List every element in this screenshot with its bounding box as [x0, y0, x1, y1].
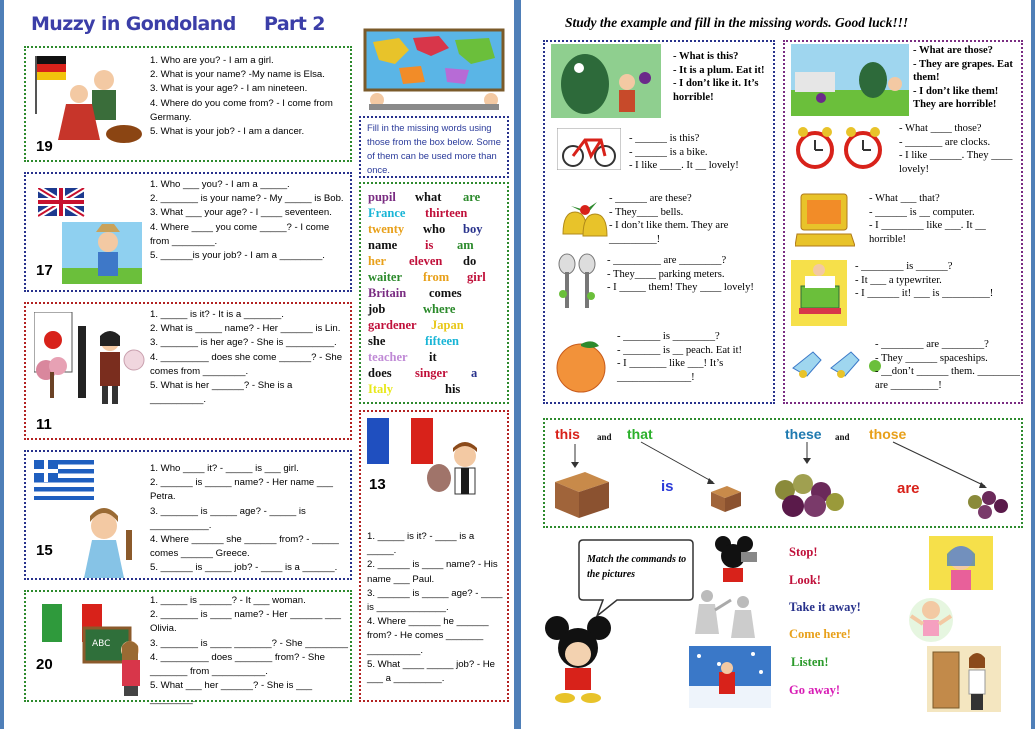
word-france: France — [368, 206, 406, 220]
word-a: a — [471, 366, 478, 380]
word-pupil: pupil — [368, 190, 396, 204]
card-number: 17 — [36, 262, 53, 279]
greek-girl-picture — [34, 460, 144, 578]
exercise-clocks-text: - What ____ those? - _______ are clocks. - I like ______. They ____ lovely! — [899, 123, 1013, 175]
parking-meters-picture — [555, 252, 599, 310]
card-number: 20 — [36, 656, 53, 673]
example-text: - What is this? - It is a plum. Eat it! - I don’t like it. It’s horrible! — [673, 51, 765, 103]
left-page — [4, 0, 514, 729]
word-are: are — [463, 190, 481, 204]
word-she: she — [368, 334, 386, 348]
word-girl: girl — [467, 270, 486, 284]
word-gardener: gardener — [368, 318, 417, 332]
card-text: 1. Who ___ you? - I am a _____. 2. _______ is your name? - My _____ is Bob. 3. What ___ your age? - I ____ seventeen. 4. Where ____ you come _____? - I come from ________. 5. ______is your job? - I am a ________. — [150, 179, 344, 262]
card-text: 1. Who are you? - I am a girl. 2. What is your name? -My name is Elsa. 3. What is your age? - I am nineteen. 4. Where do you come from? - I come from Germany. 5. What is your job? - I am a dancer. — [150, 55, 333, 138]
world-map-picture — [359, 24, 509, 112]
exercise-heading: Study the example and fill in the missing words. Good luck!!! — [565, 15, 909, 30]
word-comes: comes — [429, 286, 462, 300]
card-number: 13 — [369, 476, 386, 493]
typewriter-picture — [791, 260, 847, 326]
instructions-box — [359, 116, 509, 178]
word-japan: Japan — [431, 318, 464, 332]
that-those-exercise-box — [783, 40, 1023, 404]
label-and-2: and — [835, 432, 850, 442]
listening-girl-picture — [929, 536, 993, 590]
bike-picture — [557, 128, 621, 170]
bells-picture — [557, 194, 611, 246]
right-page — [521, 0, 1031, 729]
word-boy: boy — [463, 222, 483, 236]
label-those: those — [869, 426, 907, 442]
instructions-text: Fill in the missing words using those from the box below. Some of them can be used more than once. — [367, 122, 501, 175]
card-text: 1. _____ is it? - It is a _______. 2. What is _____ name? - Her ______ is Lin. 3. _______ is her age? - She is _________. 4. _________ does she come ______? - She comes from ________. 5. What is her ______? - She is a __________. — [150, 309, 343, 406]
word-twenty: twenty — [368, 222, 405, 236]
grey-figures-picture — [691, 588, 761, 640]
word-box — [359, 182, 509, 404]
command-go-away: Go away! — [789, 683, 841, 697]
command-come-here: Come here! — [789, 627, 851, 641]
word-eleven: eleven — [409, 254, 443, 268]
clocks-picture — [793, 124, 889, 170]
card-17 — [24, 172, 352, 292]
word-singer: singer — [415, 366, 448, 380]
computer-picture — [795, 192, 855, 248]
snowy-figure-picture — [689, 646, 771, 708]
label-that: that — [627, 426, 653, 442]
german-dancers-picture — [34, 54, 144, 148]
example-that-text: - What are those? - They are grapes. Eat them! - I don’t like them! They are horrible! — [913, 45, 1013, 111]
baby-picture — [903, 590, 959, 650]
worksheet-title: Muzzy in Gondoland — [31, 13, 236, 35]
grapes-scene-picture — [791, 44, 909, 116]
word-where: where — [423, 302, 456, 316]
word-it: it — [429, 350, 437, 364]
word-his: his — [445, 382, 461, 396]
card-text: 1. _____ is ______? - It ___ woman. 2. _______ is ____ name? - Her ______ ___ Olivia. 3. _______ is ____ _______? - She ________ 4. _________ does _______ from? - She _______ from __________. 5. What ___ her ______? - She is ___ ________. — [150, 595, 348, 706]
label-is: is — [661, 478, 674, 495]
word-who: who — [423, 222, 446, 236]
word-is: is — [425, 238, 434, 252]
demonstratives-box — [543, 418, 1023, 528]
label-and: and — [597, 432, 612, 442]
label-this: this — [555, 426, 580, 442]
exercise-meters-text: - _________ are ________? - They____ parking meters. - I _____ them! They ____ lovely! — [607, 255, 754, 294]
this-these-exercise-box — [543, 40, 775, 404]
word-waiter: waiter — [368, 270, 403, 284]
word-fifteen: fifteen — [425, 334, 460, 348]
demonstrative-arrows — [545, 420, 1021, 526]
word-italy: Italy — [368, 382, 393, 396]
svg-text:ABC: ABC — [92, 639, 111, 649]
exercise-bike-text: - ______ is this? - ______ is a bike. - I like ____. It __ lovely! — [629, 133, 739, 172]
command-stop: Stop! — [789, 545, 818, 559]
british-boy-picture — [38, 188, 148, 288]
match-instruction: Match the commands to the pictures — [587, 554, 687, 580]
card-number: 11 — [36, 416, 52, 433]
label-are: are — [897, 480, 920, 497]
mickey-camera-picture — [705, 534, 761, 586]
peach-picture — [553, 336, 609, 394]
woman-door-picture — [927, 646, 1001, 712]
italian-teacher-picture — [42, 602, 146, 698]
card-15 — [24, 450, 352, 580]
word-do: do — [463, 254, 477, 268]
label-these: these — [785, 426, 822, 442]
word-thirteen: thirteen — [425, 206, 468, 220]
word-britain: Britain — [368, 286, 407, 300]
command-take-it-away: Take it away! — [789, 600, 861, 614]
command-listen: Listen! — [791, 655, 829, 669]
card-text: 1. _____ is it? - ____ is a _____. 2. ______ is ____ name? - His name ___ Paul. 3. ______ is _____ age? - ____ is _____________. 4. Where ______ he ______ from? - He comes _______ __________. 5. What ____ _____ job? - He ___ a _________. — [367, 531, 503, 685]
card-13 — [359, 410, 509, 702]
japanese-girl-picture — [34, 312, 148, 412]
command-look: Look! — [789, 573, 821, 587]
exercise-peach-text: - _______ is ________? - _______ is __ peach. Eat it! - I _______ like ___! It’s ______________! — [617, 331, 743, 383]
plum-scene-picture — [551, 44, 661, 118]
word-what: what — [415, 190, 442, 204]
card-20 — [24, 590, 352, 706]
card-19 — [24, 46, 352, 162]
card-number: 19 — [36, 138, 53, 155]
exercise-bells-text: - ______ are these? - They____ bells. - I don’t like them. They are _________! — [609, 193, 729, 245]
word-teacher: teacher — [368, 350, 408, 364]
exercise-computer-text: - What ___ that? - ______ is __ computer. - I ________ like ___. It __ horrible! — [869, 193, 986, 245]
worksheet-part: Part 2 — [264, 13, 325, 35]
word-from: from — [423, 270, 450, 284]
exercise-spaceships-text: - ________ are ________? - They ______ spaceships. - __don’t ______ them. ________ are _________! — [875, 339, 1020, 391]
spaceships-picture — [791, 346, 887, 380]
exercise-typewriter-text: - ________ is ______? - It ___ a typewriter. - I ______ it! ___ is _________! — [855, 261, 994, 300]
word-her: her — [368, 254, 387, 268]
mickey-mouse-picture — [543, 614, 613, 704]
word-does: does — [368, 366, 392, 380]
word-name: name — [368, 238, 398, 252]
french-waiter-picture — [367, 416, 503, 506]
word-job: job — [368, 302, 386, 316]
card-text: 1. Who ____ it? - _____ is ___ girl. 2. ______ is _____ name? - Her name ___ Petra. 3. _______ is _____ age? - _____ is ___________. 4. Where ______ she ______ from? - _____ comes ______ Greece. 5. ______ is _____ job? - ____ is a ______. — [150, 463, 339, 574]
card-number: 15 — [36, 542, 53, 559]
word-am: am — [457, 238, 474, 252]
card-11 — [24, 302, 352, 440]
